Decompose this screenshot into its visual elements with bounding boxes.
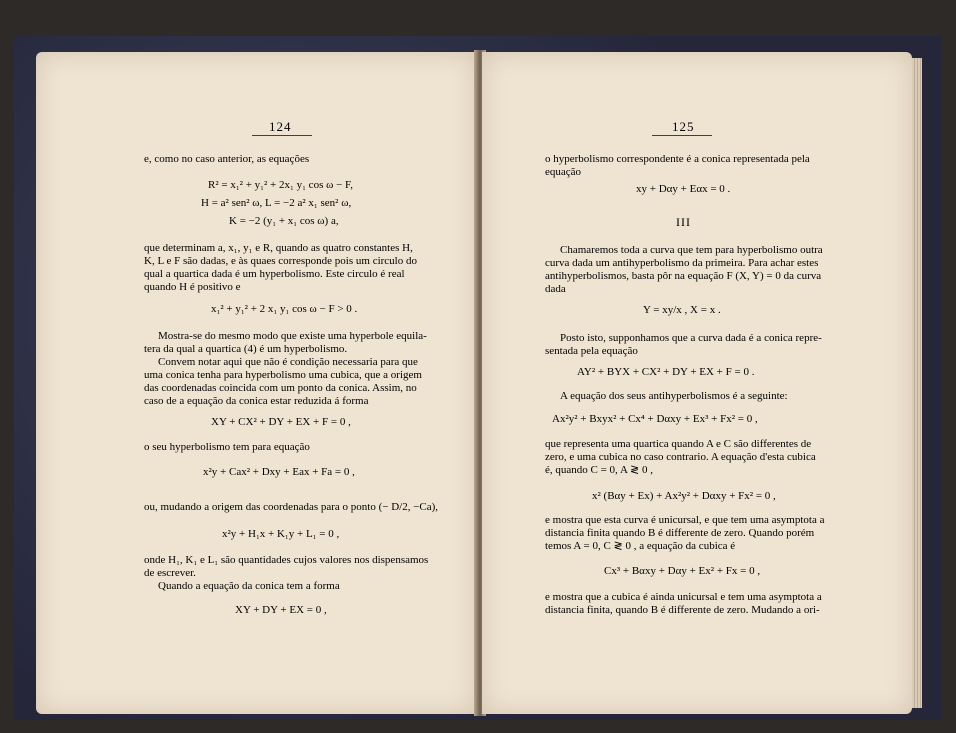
text-line: de escrever. (144, 567, 196, 579)
text-line: zero, e uma cubica no caso contrario. A equação d'esta cubica (545, 451, 816, 463)
equation: x² (Bαy + Ex) + Ax²y² + Dαxy + Fx² = 0 , (592, 490, 776, 502)
text-line: uma conica tenha para hyperbolismo uma cubica, que a origem (144, 369, 422, 381)
text-line: das coordenadas coincida com um ponto da conica. Assim, no (144, 382, 417, 394)
text-line: sentada pela equação (545, 345, 638, 357)
text-line: e, como no caso anterior, as equações (144, 153, 310, 165)
text-line: onde H₁, K₁ e L₁ são quantidades cujos valores nos dispensamos (144, 554, 429, 566)
equation: K = −2 (y₁ + x₁ cos ω) a, (229, 215, 339, 227)
text-line: que determinam a, x₁, y₁ e R, quando as quatro constantes H, (144, 242, 413, 254)
text-line: equação (545, 166, 582, 178)
left-page-number: 124 (269, 119, 292, 134)
right-header-rule (652, 135, 712, 136)
text-line: tera da qual a quartica (4) é um hyperbolismo. (144, 343, 348, 355)
text-line: e mostra que esta curva é unicursal, e que tem uma asymptota a (545, 514, 825, 526)
section-heading: III (676, 215, 691, 229)
text-line: K, L e F são dadas, e às quaes corresponde pois um circulo do (144, 255, 417, 267)
equation: AY² + BYX + CX² + DY + EX + F = 0 . (577, 366, 755, 378)
text-line: Convem notar aqui que não é condição necessaria para que (158, 356, 418, 368)
equation: x²y + Cax² + Dxy + Eax + Fa = 0 , (203, 466, 355, 478)
text-line: curva dada um antihyperbolismo da primeira. Para achar estes (545, 257, 819, 269)
text-line: e mostra que a cubica é ainda unicursal e tem uma asymptota a (545, 591, 822, 603)
text-line: o seu hyperbolismo tem para equação (144, 441, 310, 453)
text-line: Quando a equação da conica tem a forma (158, 580, 340, 592)
equation: XY + CX² + DY + EX + F = 0 , (211, 416, 351, 428)
equation: XY + DY + EX = 0 , (235, 604, 327, 616)
text-line: temos A = 0, C ≷ 0 , a equação da cubica é (545, 540, 736, 552)
text-line: antihyperbolismos, basta pôr na equação F (X, Y) = 0 da curva (545, 270, 822, 282)
text-line: Chamaremos toda a curva que tem para hyperbolismo outra (560, 244, 823, 256)
text-line: quando H é positivo e (144, 281, 241, 293)
text-line: o hyperbolismo correspondente é a conica representada pela (545, 153, 810, 165)
equation: R² = x₁² + y₁² + 2x₁ y₁ cos ω − F, (208, 179, 354, 191)
text-line: caso de a equação da conica estar reduzida á forma (144, 395, 369, 407)
left-header-rule (252, 135, 312, 136)
equation: Cx³ + Bαxy + Dαy + Ex² + Fx = 0 , (604, 565, 761, 577)
equation: H = a² sen² ω, L = −2 a² x₁ sen² ω, (201, 197, 352, 209)
text-line: distancia finita quando B é differente de zero. Quando porém (545, 527, 815, 539)
text-line: que representa uma quartica quando A e C são differentes de (545, 438, 812, 450)
equation: x²y + H₁x + K₁y + L₁ = 0 , (222, 528, 340, 540)
equation: Y = xy/x , X = x . (643, 304, 721, 316)
equation: x₁² + y₁² + 2 x₁ y₁ cos ω − F > 0 . (211, 303, 358, 315)
text-line: qual a quartica dada é um hyperbolismo. Este circulo é real (144, 268, 405, 280)
equation: Ax²y² + Bxyx² + Cx⁴ + Dαxy + Ex³ + Fx² = 0 , (552, 413, 758, 425)
text-line: Posto isto, supponhamos que a curva dada é a conica repre- (560, 332, 822, 344)
text-line: distancia finita, quando B é differente de zero. Mudando a ori- (545, 604, 820, 616)
text-line: é, quando C = 0, A ≷ 0 , (545, 464, 654, 476)
text-line: Mostra-se do mesmo modo que existe uma hyperbole equila- (158, 330, 427, 342)
text-line: ou, mudando a origem das coordenadas para o ponto (− D/2, −Ca), (144, 501, 439, 513)
equation: xy + Dαy + Eαx = 0 . (636, 183, 731, 195)
text-line: A equação dos seus antihyperbolismos é a seguinte: (560, 390, 788, 402)
right-page-number: 125 (672, 119, 695, 134)
text-line: dada (545, 283, 566, 295)
